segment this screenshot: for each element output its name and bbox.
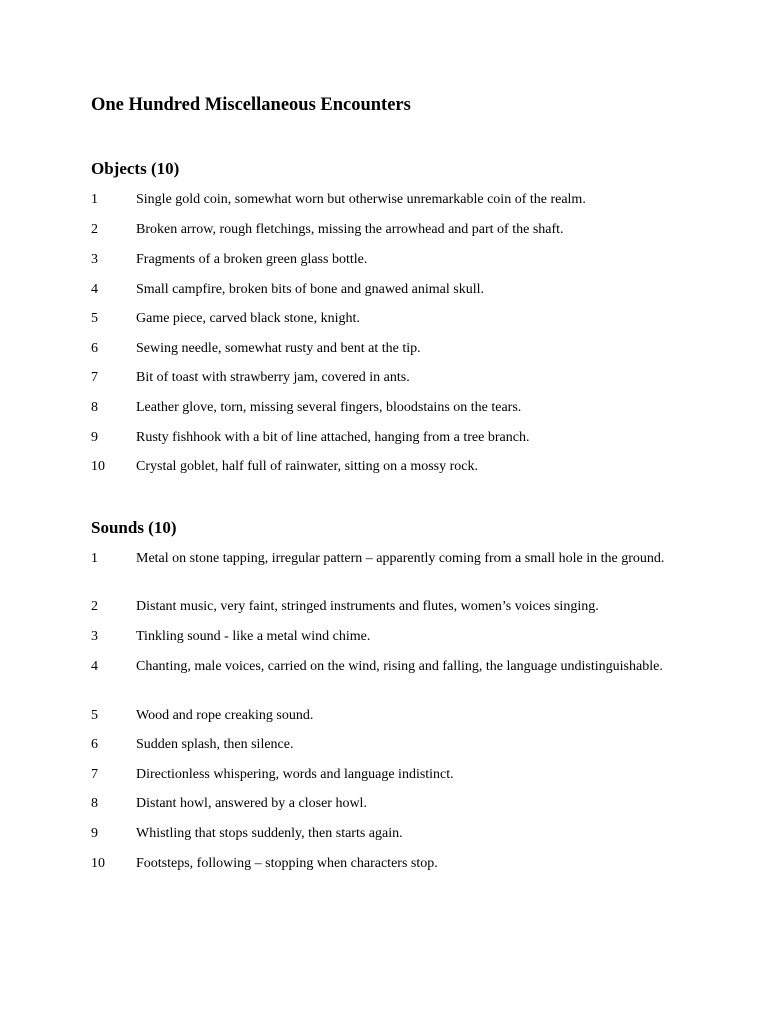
- item-number: 8: [91, 400, 98, 415]
- item-number: 5: [91, 708, 98, 723]
- item-text: Rusty fishhook with a bit of line attached, hanging from a tree branch.: [136, 430, 530, 445]
- section-heading-objects: Objects (10): [91, 159, 180, 178]
- item-number: 1: [91, 192, 98, 207]
- list-item: [91, 220, 691, 240]
- list-item: [91, 250, 691, 270]
- item-text: Single gold coin, somewhat worn but otherwise unremarkable coin of the realm.: [136, 192, 586, 207]
- document-title: One Hundred Miscellaneous Encounters: [91, 95, 411, 115]
- list-item: [91, 368, 691, 388]
- list-item: [91, 549, 691, 569]
- item-number: 9: [91, 826, 98, 841]
- list-item: [91, 428, 691, 448]
- section-heading-sounds: Sounds (10): [91, 518, 177, 537]
- list-item: [91, 735, 691, 755]
- item-text: Tinkling sound - like a metal wind chime.: [136, 629, 371, 644]
- list-item: [91, 339, 691, 359]
- item-number: 6: [91, 341, 98, 356]
- item-text: Fragments of a broken green glass bottle.: [136, 252, 368, 267]
- item-text: Small campfire, broken bits of bone and gnawed animal skull.: [136, 282, 484, 297]
- list-item: [91, 706, 691, 726]
- item-text: Broken arrow, rough fletchings, missing the arrowhead and part of the shaft.: [136, 222, 564, 237]
- item-number: 10: [91, 459, 105, 474]
- item-text: Distant music, very faint, stringed instruments and flutes, women’s voices singing.: [136, 599, 599, 614]
- item-text: Whistling that stops suddenly, then starts again.: [136, 826, 403, 841]
- item-text: Bit of toast with strawberry jam, covered in ants.: [136, 370, 410, 385]
- item-number: 4: [91, 659, 98, 674]
- item-text: Sewing needle, somewhat rusty and bent at the tip.: [136, 341, 421, 356]
- list-item: [91, 854, 691, 874]
- item-number: 2: [91, 222, 98, 237]
- list-item: [91, 597, 691, 617]
- list-item: [91, 657, 691, 677]
- item-text: Distant howl, answered by a closer howl.: [136, 796, 367, 811]
- item-text: Game piece, carved black stone, knight.: [136, 311, 360, 326]
- list-item: [91, 765, 691, 785]
- item-number: 9: [91, 430, 98, 445]
- item-number: 3: [91, 629, 98, 644]
- item-text: Directionless whispering, words and language indistinct.: [136, 767, 454, 782]
- item-text: Crystal goblet, half full of rainwater, sitting on a mossy rock.: [136, 459, 478, 474]
- list-item: [91, 824, 691, 844]
- item-text: Leather glove, torn, missing several fingers, bloodstains on the tears.: [136, 400, 522, 415]
- item-text: Footsteps, following – stopping when characters stop.: [136, 856, 438, 871]
- item-text: Chanting, male voices, carried on the wind, rising and falling, the language undistinguishable.: [136, 659, 663, 674]
- item-number: 4: [91, 282, 98, 297]
- list-item: [91, 309, 691, 329]
- item-number: 3: [91, 252, 98, 267]
- list-item: [91, 280, 691, 300]
- item-text: Metal on stone tapping, irregular pattern – apparently coming from a small hole in the ground.: [136, 551, 665, 566]
- list-item: [91, 398, 691, 418]
- item-number: 5: [91, 311, 98, 326]
- item-number: 2: [91, 599, 98, 614]
- item-text: Sudden splash, then silence.: [136, 737, 294, 752]
- list-item: [91, 794, 691, 814]
- item-number: 1: [91, 551, 98, 566]
- list-item: [91, 627, 691, 647]
- item-number: 7: [91, 767, 98, 782]
- item-number: 10: [91, 856, 105, 871]
- list-item: [91, 190, 691, 210]
- item-number: 8: [91, 796, 98, 811]
- item-number: 7: [91, 370, 98, 385]
- list-item: [91, 457, 691, 477]
- item-number: 6: [91, 737, 98, 752]
- item-text: Wood and rope creaking sound.: [136, 708, 314, 723]
